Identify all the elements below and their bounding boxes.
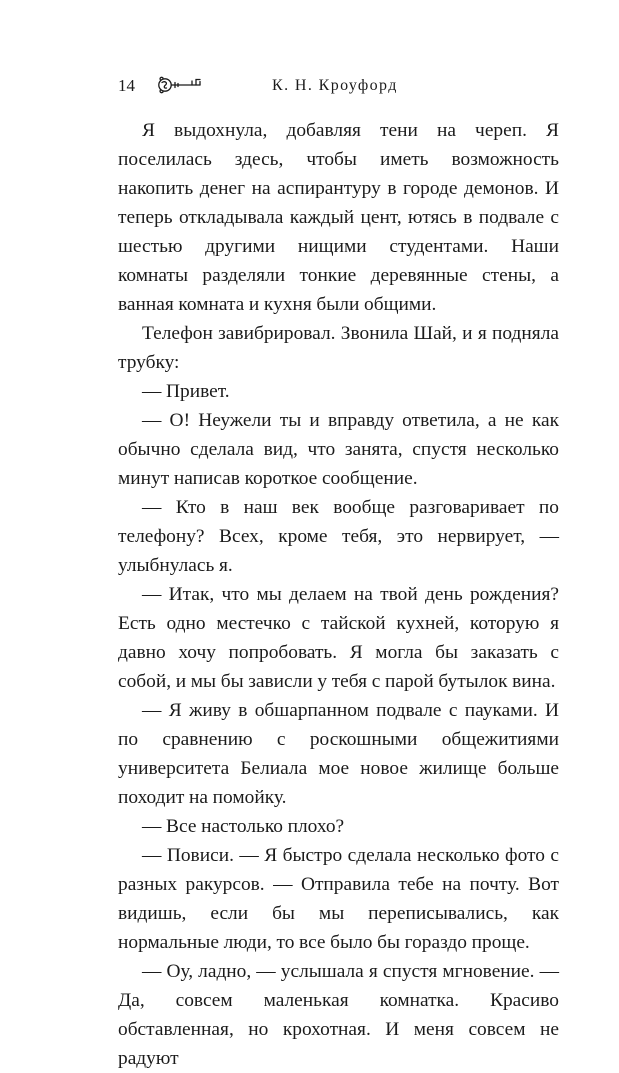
paragraph: — Оу, ладно, — услышала я спустя мгновение. — Да, совсем маленькая комнатка. Красиво обставленная, но крохотная. И меня совсем не радуют [118,961,559,1069]
key-ornament-icon [156,74,206,96]
running-head [118,74,558,98]
paragraph: Я выдохнула, добавляя тени на череп. Я поселилась здесь, чтобы иметь возможность накопить денег на аспирантуру в городе демонов. И теперь откладывала каждый цент, ютясь в подвале с шестью другими нищими студентами. Наши комнаты разделяли тонкие деревянные стены, а ванная комната и кухня были общими. [118,120,559,315]
paragraph: — Все настолько плохо? [142,816,345,837]
paragraph: — Привет. [142,381,230,402]
paragraph: — Кто в наш век вообще разговаривает по телефону? Всех, кроме тебя, это нервирует, — улыбнулась я. [118,497,559,576]
paragraph: — Повиси. — Я быстро сделала несколько фото с разных ракурсов. — Отправила тебе на почту. Вот видишь, если бы мы переписывались, как нормальные люди, то все было бы гораздо проще. [118,845,559,953]
page-number: 14 [118,76,135,95]
paragraph: — Я живу в обшарпанном подвале с пауками. И по сравнению с роскошными общежитиями университета Белиала мое новое жилище больше походит на помойку. [118,700,559,808]
paragraph: — О! Неужели ты и вправду ответила, а не как обычно сделала вид, что занята, спустя несколько минут написав короткое сообщение. [118,410,559,489]
paragraph: — Итак, что мы делаем на твой день рождения? Есть одно местечко с тайской кухней, которую я давно хочу попробовать. Я могла бы заказать с собой, и мы бы зависли у тебя с парой бутылок вина. [118,584,559,692]
paragraph: Телефон завибрировал. Звонила Шай, и я подняла трубку: [118,323,559,373]
body-text [118,116,559,1073]
author-name: К. Н. Кроуфорд [272,77,398,94]
